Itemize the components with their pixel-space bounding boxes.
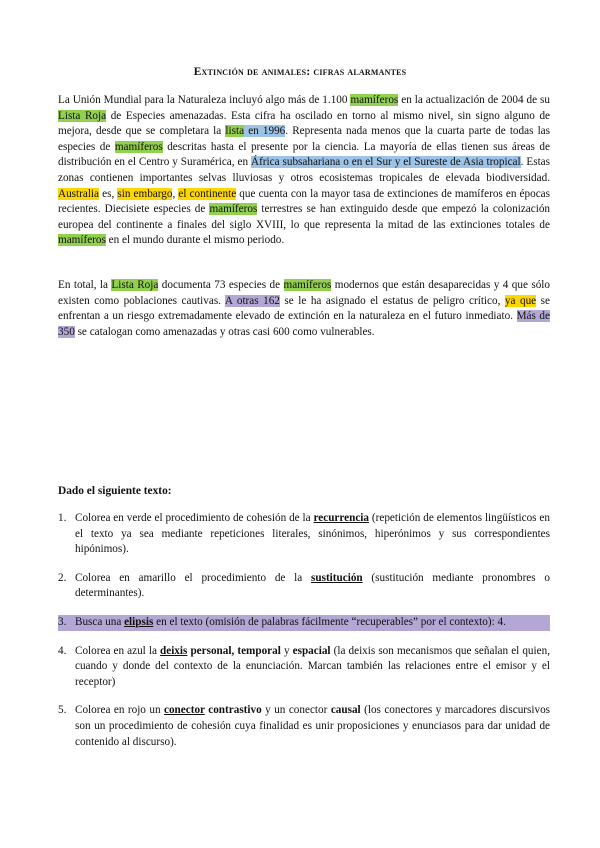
task-item xyxy=(58,703,550,750)
task-number: 3. xyxy=(58,615,67,628)
key-term: recurrencia xyxy=(313,512,370,524)
page-title: Extinción de animales: cifras alarmantes xyxy=(193,66,407,78)
text-run: que cuenta con la mayor tasa de extinciones de mamíferos en épocas recientes. Diecisiete especies de xyxy=(58,187,550,216)
text-run: (sustitución mediante pronombres o determinantes). xyxy=(75,571,550,600)
text-run: y xyxy=(280,644,293,657)
text-run: La Unión Mundial para la Naturaleza incluyó algo más de 1.100 xyxy=(58,94,351,106)
task-number: 1. xyxy=(58,512,67,524)
highlight-blue: África subsahariana o en el Sur y el Sureste de Asia tropical xyxy=(250,156,521,169)
text-run: . Estas zonas contienen importantes selvas lluviosas y otros ecosistemas tropicales de elevada biodiversidad. xyxy=(58,156,550,184)
text-run: (los conectores y marcadores discursivos son un procedimiento de cohesión cuya finalidad es unir proposiciones y enunciasos para dar unidad de contenido al discurso). xyxy=(75,704,551,748)
text-run: , xyxy=(172,187,179,200)
text-run: Busca una xyxy=(75,615,125,628)
text-run: Colorea en verde el procedimiento de cohesión de la xyxy=(75,512,314,524)
task-list xyxy=(58,511,550,763)
text-run: en el mundo durante el mismo periodo. xyxy=(105,234,285,247)
highlight-green: lista xyxy=(225,125,245,138)
task-text xyxy=(75,512,550,555)
bold-text: contrastivo xyxy=(204,704,262,717)
text-run: Colorea en azul la xyxy=(75,644,161,657)
key-term: conector xyxy=(164,704,205,717)
task-item xyxy=(58,615,550,631)
key-term: elipsis xyxy=(124,615,154,628)
highlight-green: mamíferos xyxy=(283,279,332,291)
highlight-green: mamíferos xyxy=(58,234,106,247)
text-run: documenta 73 especies de xyxy=(158,279,284,291)
task-number: 5. xyxy=(58,704,67,717)
paragraph-1 xyxy=(58,93,550,249)
task-text xyxy=(75,572,550,600)
highlight-purple: Más de 350 xyxy=(58,310,550,338)
task-text xyxy=(75,645,550,688)
text-run: (repetición de elementos lingüísticos en el texto ya sea mediante repeticiones literales, sinónimos, hiperónimos y sus correspondientes hipónimos). xyxy=(75,512,550,556)
key-term: sustitución xyxy=(311,571,363,584)
highlight-yellow: sin embargo xyxy=(117,187,173,200)
highlight-yellow: el continente xyxy=(178,187,237,200)
highlight-purple: A otras 162 xyxy=(224,294,280,307)
text-run: En total, la xyxy=(58,279,112,291)
text-run: en el texto (omisión de palabras fácilmente “recuperables” por el contexto): 4. xyxy=(153,615,506,628)
highlight-blue: en 1996 xyxy=(244,125,286,138)
task-number: 2. xyxy=(58,571,67,584)
task-item xyxy=(58,644,550,691)
text-run: Colorea en rojo un xyxy=(75,704,164,717)
highlight-yellow: Australia xyxy=(58,187,100,200)
highlight-green: mamíferos xyxy=(209,203,258,216)
text-run: en la actualización de 2004 de su xyxy=(398,94,550,106)
text-run: Colorea en amarillo el procedimiento de la xyxy=(75,571,312,584)
highlight-green: mamíferos xyxy=(114,140,163,153)
text-run: se catalogan como amenazadas y otras casi 600 como vulnerables. xyxy=(74,325,375,338)
highlight-green: mamíferos xyxy=(350,94,399,106)
task-item xyxy=(58,511,550,558)
text-run: . Representa nada menos que la cuarta parte de todas las especies de xyxy=(58,125,550,153)
task-text xyxy=(75,616,506,628)
text-run: de Especies amenazadas. Esta cifra ha oscilado en torno al mismo nivel, sin signo alguno de mejora, desde que se completara la xyxy=(58,109,551,138)
text-run: descritas hasta el presente por la ciencia. La mayoría de ellas tienen sus áreas de distribución en el Centro y Suramérica, en xyxy=(58,140,550,169)
bold-text: causal xyxy=(330,704,361,717)
text-run: terrestres se han extinguido desde que empezó la colonización europea del continente a finales del siglo XVIII, lo que representa la mitad de las extinciones totales de xyxy=(58,203,551,231)
highlight-green: Lista Roja xyxy=(111,279,159,291)
bold-text: personal, temporal xyxy=(187,644,281,657)
key-term: deixis xyxy=(160,644,188,657)
highlight-yellow: ya que xyxy=(504,294,537,307)
text-run: se le ha asignado el estatus de peligro crítico, xyxy=(279,294,505,307)
exercise-heading: Dado el siguiente texto: xyxy=(58,485,172,497)
text-run: modernos que están desaparecidas y 4 que sólo existen como poblaciones cautivas. xyxy=(58,279,550,307)
text-run: es, xyxy=(99,187,118,200)
task-item xyxy=(58,571,550,602)
paragraph-2 xyxy=(58,278,550,340)
text-run: se enfrentan a un riesgo extremadamente elevado de extinción en la naturaleza en el futuro inmediato. xyxy=(58,294,550,323)
text-run: y un conector xyxy=(261,704,331,717)
bold-text: espacial xyxy=(292,644,331,657)
highlight-green: Lista Roja xyxy=(58,109,107,122)
task-text xyxy=(75,704,550,747)
task-number: 4. xyxy=(58,644,67,657)
text-run: (la deixis son mecanismos que señalan el quien, cuando y donde del contexto de la enunciación. Marcan también las relaciones entre el emisor y el receptor) xyxy=(75,644,550,688)
